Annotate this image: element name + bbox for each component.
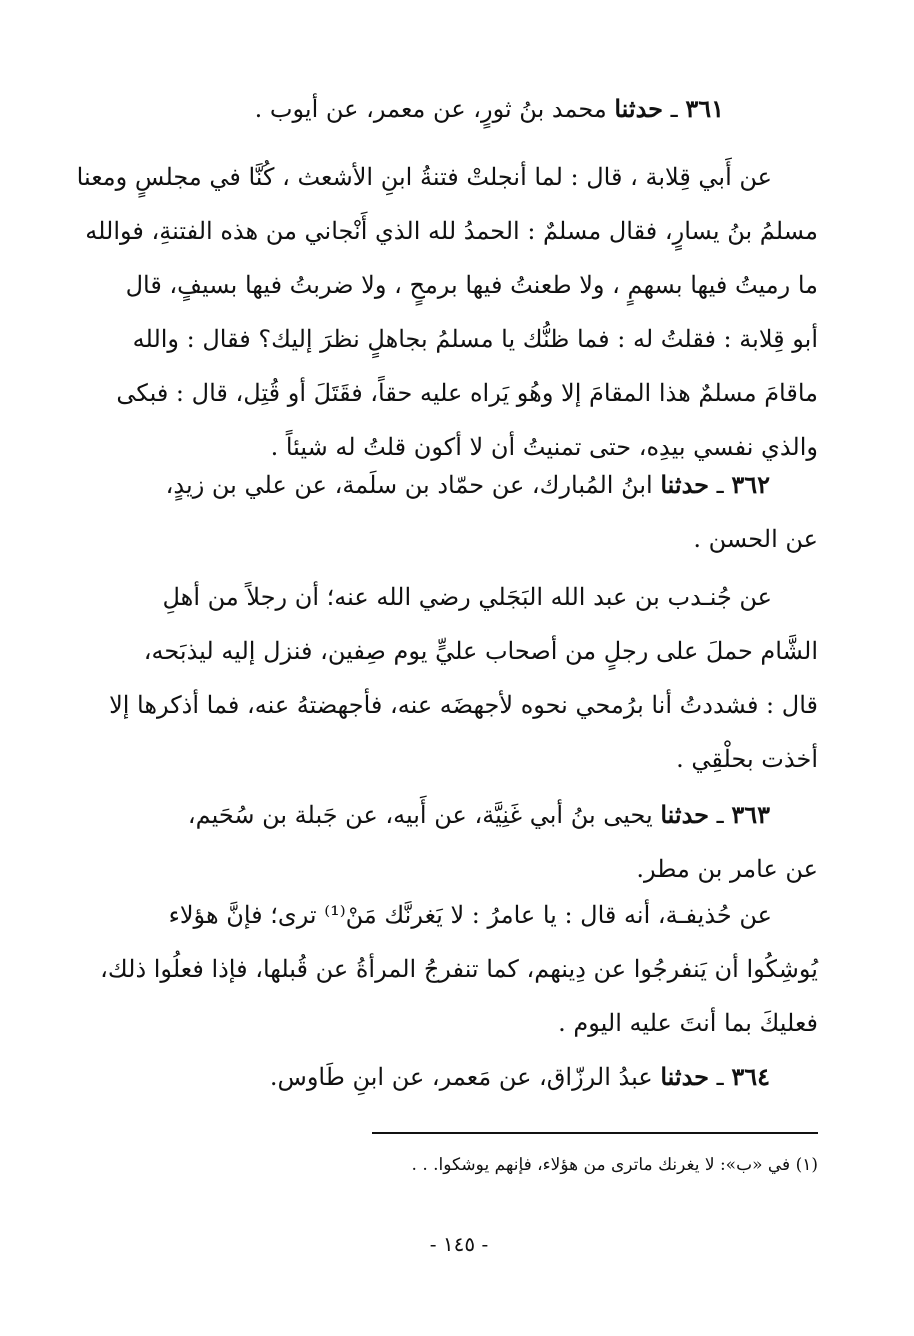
- footnote: (١) في «ب»: لا يغرنك ماترى من هؤلاء، فإنهم يوشكوا. . .: [411, 1155, 818, 1175]
- body-line: والذي نفسي بيدِه، حتى تمنيتُ أن لا أكون قلتُ له شيئاً .: [270, 433, 818, 461]
- isnad-continuation: عن عامر بن مطر.: [636, 855, 818, 883]
- hadith-number: ٣٦١: [685, 94, 724, 123]
- body-line: ماقامَ مسلمٌ هذا المقامَ إلا وهُو يَراه عليه حقاً، فقَتَلَ أو قُتِل، قال : فبكى: [116, 379, 818, 407]
- body-line: فعليكَ بما أنتَ عليه اليوم .: [558, 1009, 818, 1037]
- isnad-continuation: عن الحسن .: [693, 525, 818, 553]
- hadith-keyword: حدثنا: [660, 1062, 710, 1091]
- body-line: ما رميتُ فيها بسهمٍ ، ولا طعنتُ فيها برمحٍ ، ولا ضربتُ فيها بسيفٍ، قال: [125, 271, 818, 299]
- body-line: عن أَبي قِلابة ، قال : لما أنجلتْ فتنةُ ابنِ الأشعث ، كُنَّا في مجلسٍ ومعنا: [76, 163, 772, 191]
- body-line: أخذت بحلْقِي .: [676, 745, 818, 773]
- hadith-heading-361: ٣٦١ ـ حدثنا محمد بنُ ثورٍ، عن معمر، عن أيوب .: [254, 94, 724, 123]
- hadith-number: ٣٦٤: [731, 1062, 770, 1091]
- body-line: أبو قِلابة : فقلتُ له : فما ظنُّك يا مسلمُ بجاهلٍ نظرَ إليك؟ فقال : والله: [132, 325, 818, 353]
- body-line: يُوشِكُوا أن يَنفرجُوا عن دِينهم، كما تنفرجُ المرأةُ عن قُبلها، فإذا فعلُوا ذلك،: [100, 955, 818, 983]
- hadith-heading-364: ٣٦٤ ـ حدثنا عبدُ الرزّاق، عن مَعمر، عن ابنِ طَاوس.: [269, 1062, 770, 1091]
- footnote-divider: [372, 1132, 818, 1134]
- hadith-keyword: حدثنا: [660, 470, 710, 499]
- body-line: مسلمُ بنُ يسارٍ، فقال مسلمٌ : الحمدُ لله الذي أَنْجاني من هذه الفتنةِ، فوالله: [85, 217, 818, 245]
- isnad-text: عبدُ الرزّاق، عن مَعمر، عن ابنِ طَاوس.: [269, 1063, 653, 1091]
- hadith-keyword: حدثنا: [660, 800, 710, 829]
- book-page: [76, 0, 818, 1336]
- isnad-text: ابنُ المُبارك، عن حمّاد بن سلَمة، عن علي بن زيدٍ،: [165, 471, 653, 499]
- hadith-keyword: حدثنا: [614, 94, 664, 123]
- hadith-body-362: [100, 570, 818, 786]
- isnad-text: محمد بنُ ثورٍ، عن معمر، عن أيوب .: [254, 95, 607, 123]
- body-line: قال : فشددتُ أنا برُمحي نحوه لأجهضَه عنه، فأجهضتهُ عنه، فما أذكرها إلا: [109, 691, 818, 719]
- body-line: عن حُذيفـة، أنه قال : يا عامرُ : لا يَغرنَّك مَنْ⁽¹⁾ ترى؛ فإنَّ هؤلاء: [168, 901, 772, 929]
- hadith-number: ٣٦٢: [731, 470, 770, 499]
- hadith-number: ٣٦٣: [731, 800, 770, 829]
- hadith-heading-363: ٣٦٣ ـ حدثنا يحيى بنُ أبي غَنِيَّة، عن أَبيه، عن جَبلة بن سُحَيم، عن عامر بن مطر.: [100, 788, 818, 896]
- isnad-text: يحيى بنُ أبي غَنِيَّة، عن أَبيه، عن جَبلة بن سُحَيم،: [187, 801, 653, 829]
- body-line: الشَّام حملَ على رجلٍ من أصحاب عليٍّ يوم صِفين، فنزل إليه ليذبَحه،: [143, 637, 818, 665]
- page-number: - ١٤٥ -: [429, 1232, 489, 1256]
- hadith-body-361: [76, 150, 818, 474]
- hadith-body-363: [100, 888, 818, 1050]
- body-line: عن جُنـدب بن عبد الله البَجَلي رضي الله عنه؛ أن رجلاً من أهلِ: [162, 583, 772, 611]
- hadith-heading-362: ٣٦٢ ـ حدثنا ابنُ المُبارك، عن حمّاد بن سلَمة، عن علي بن زيدٍ، عن الحسن .: [100, 458, 818, 566]
